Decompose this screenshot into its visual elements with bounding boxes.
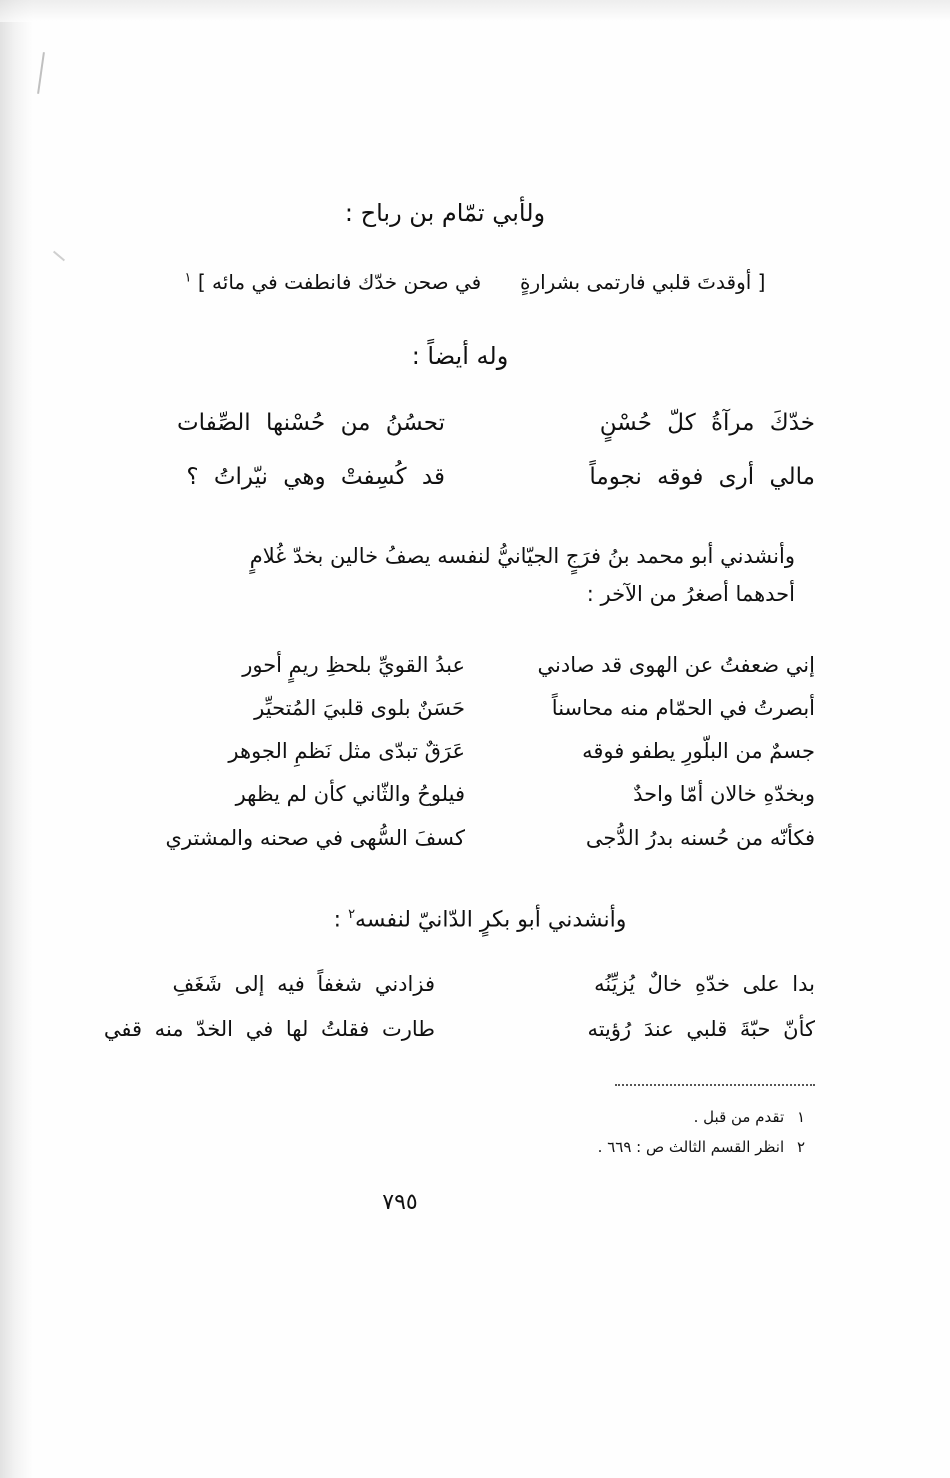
footnote-item (135, 1102, 805, 1132)
footnote-number: ١ (796, 1108, 805, 1127)
bracketed-verse-first-hemistich: أوقدتَ قلبي فارتمى بشرارةٍ (519, 270, 752, 295)
prose-line-1: وأنشدني أبو محمد بنُ فرَجٍ الجيّانيُّ لنفسه يصفُ خالين بخدّ غُلامٍ (249, 544, 795, 569)
page-number: ٧٩٥ (382, 1190, 418, 1216)
poem-3 (103, 972, 815, 1042)
hemistich-first: مالي أرى فوقه نجوماً (589, 463, 815, 490)
hemistich-second: فزادني شغفاً فيه إلى شَغَفِ (172, 972, 435, 997)
hemistich-first: إني ضعفتُ عن الهوى قد صادني (537, 652, 815, 677)
poem-1 (135, 410, 815, 491)
footnote-marker-2: ٢ (348, 906, 356, 922)
attribution-colon: : (333, 907, 342, 933)
footnote-marker-1: ١ (184, 270, 192, 286)
prose-line-2: أحدهما أصغرُ من الآخر : (586, 582, 795, 607)
hemistich-first: أبصرتُ في الحمّام منه محاسناً (551, 695, 815, 720)
hemistich-first: وبخدّهِ خالان أمّا واحدٌ (633, 782, 815, 807)
bracketed-verse-second-hemistich: في صحن خدّك فانطفت في مائه (212, 270, 482, 295)
hemistich-first: جسمٌ من البلّورِ يطفو فوقه (582, 739, 815, 764)
footnote-separator (615, 1084, 815, 1086)
hemistich-first: خدّكَ مرآةُ كلّ حُسْنٍ (599, 410, 815, 437)
hemistich-second: قد كُسِفتْ وهي نيّراتُ ؟ (186, 463, 445, 490)
prose-introduction (135, 539, 815, 612)
bracket-open: [ (757, 270, 766, 295)
verse-line (135, 696, 815, 721)
verse-line (135, 826, 815, 851)
footnote-item (135, 1132, 805, 1162)
attribution-line (145, 907, 815, 932)
footnotes (135, 1102, 815, 1162)
footnote-text: تقدم من قبل . (693, 1108, 785, 1127)
verse-line (135, 782, 815, 807)
hemistich-second: فيلوحُ والثّاني كأن لم يظهر (235, 782, 465, 807)
hemistich-first: كأنّ حبّةَ قلبي عندَ رُؤيته (587, 1017, 815, 1042)
hemistich-second: تحسُنُ من حُسْنها الصِّفات (177, 410, 445, 437)
hemistich-second: حَسَنٌ بلوى قلبيَ المُتحيِّر (254, 695, 465, 720)
verse-line (135, 972, 815, 997)
footnote-number: ٢ (796, 1138, 805, 1157)
hemistich-second: كسفَ السُّهى في صحنه والمشتري (165, 825, 465, 850)
verse-line (103, 1017, 815, 1042)
bracketed-verse (135, 270, 815, 294)
verse-line (135, 653, 815, 678)
verse-line (135, 410, 815, 438)
verse-line (135, 464, 815, 492)
hemistich-second: عبدُ القويِّ بلحظِ ريمٍ أحور (242, 652, 465, 677)
hemistich-first: بدا على خدّهِ خالٌ يُزيِّنُه (594, 972, 815, 997)
attribution-text: وأنشدني أبو بكرٍ الدّانيّ لنفسه (355, 907, 627, 933)
hemistich-second: عَرَقٌ تبدّى مثل نَظمِ الجوهر (228, 739, 465, 764)
footnote-text: انظر القسم الثالث ص : ٦٦٩ . (597, 1138, 785, 1157)
hemistich-first: فكأنّه من حُسنه بدرُ الدُّجى (585, 825, 815, 850)
intro-line-2: وله أيضاً : (411, 342, 509, 371)
poem-2 (135, 653, 815, 851)
bracket-close: ] (197, 270, 206, 295)
verse-line (135, 739, 815, 764)
intro-line-1: ولأبي تمّام بن رباح : (344, 199, 546, 227)
hemistich-second: طارت فقلتُ لها في الخدّ منه قفي (103, 1017, 435, 1042)
